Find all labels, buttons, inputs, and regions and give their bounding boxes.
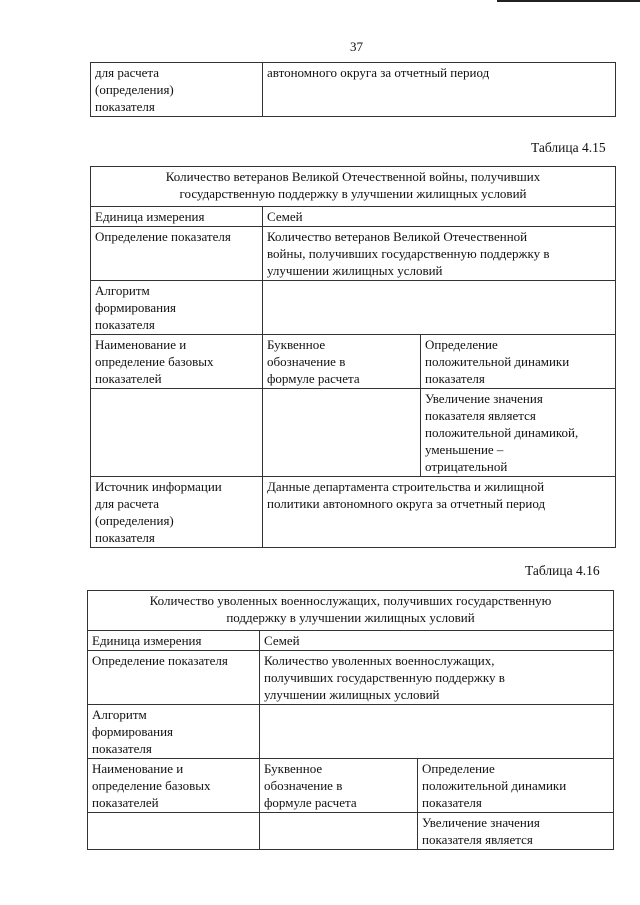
- text-line: политики автономного округа за отчетный период: [267, 496, 546, 511]
- text-line: Алгоритм: [95, 283, 150, 298]
- text-line: показателя: [95, 99, 155, 114]
- algorithm-label: [88, 705, 260, 759]
- text-line: формуле расчета: [267, 371, 360, 386]
- text-line: войны, получивших государственную поддержку в: [267, 246, 550, 261]
- text-line: для расчета: [95, 496, 160, 511]
- table-row: [91, 335, 616, 389]
- text-line: показателей: [92, 795, 159, 810]
- table-caption-4-16: Таблица 4.16: [525, 563, 600, 578]
- table-header: [91, 167, 616, 207]
- text-line: положительной динамики: [425, 354, 570, 369]
- continuation-table: [90, 62, 616, 117]
- letter-label: [263, 335, 421, 389]
- table-row: [91, 207, 616, 227]
- table-row: [91, 63, 616, 117]
- table-row: [88, 631, 614, 651]
- text-line: Количество ветеранов Великой Отечественной: [267, 229, 528, 244]
- text-line: Алгоритм: [92, 707, 147, 722]
- table-row: [88, 705, 614, 759]
- source-value: [263, 477, 616, 548]
- text-line: (определения): [95, 82, 174, 97]
- top-rule: [497, 0, 640, 2]
- text-line: показателя: [425, 371, 485, 386]
- text-line: (определения): [95, 513, 174, 528]
- text-line: формирования: [95, 300, 177, 315]
- text-line: Количество уволенных военнослужащих,: [264, 653, 495, 668]
- table-row: [91, 389, 616, 477]
- table-row: [91, 281, 616, 335]
- dynamics-label: [421, 335, 616, 389]
- table-row: [88, 813, 614, 850]
- text-line: положительной динамики: [422, 778, 567, 793]
- text-line: показателя является: [422, 832, 533, 847]
- table-row: [91, 477, 616, 548]
- text-line: Наименование и: [92, 761, 184, 776]
- base-label: [88, 759, 260, 813]
- text-line: Источник информации: [95, 479, 222, 494]
- text-line: показателя является: [425, 408, 536, 423]
- unit-label: Единица измерения: [88, 631, 260, 651]
- text-line: улучшении жилищных условий: [264, 687, 440, 702]
- text-line: для расчета: [95, 65, 160, 80]
- text-line: Буквенное: [267, 337, 326, 352]
- text-line: формуле расчета: [264, 795, 357, 810]
- table-row: [88, 651, 614, 705]
- text-line: показателя: [95, 317, 155, 332]
- text-line: показателя: [92, 741, 152, 756]
- unit-value: Семей: [260, 631, 614, 651]
- algorithm-value: [260, 705, 614, 759]
- text-line: показателей: [95, 371, 162, 386]
- table-row: [91, 167, 616, 207]
- definition-value: [263, 227, 616, 281]
- table-row: [88, 759, 614, 813]
- text-line: положительной динамикой,: [425, 425, 579, 440]
- text-line: улучшении жилищных условий: [267, 263, 443, 278]
- text-line: отрицательной: [425, 459, 508, 474]
- text-line: обозначение в: [264, 778, 343, 793]
- algorithm-value: [263, 281, 616, 335]
- text-line: определение базовых: [92, 778, 211, 793]
- page-number: 37: [350, 39, 363, 54]
- letter-value: [263, 389, 421, 477]
- text-line: Данные департамента строительства и жилищной: [267, 479, 545, 494]
- text-line: Буквенное: [264, 761, 323, 776]
- dynamics-label: [418, 759, 614, 813]
- definition-label: Определение показателя: [91, 227, 263, 281]
- table-4-15: [90, 166, 616, 548]
- text-line: автономного округа за отчетный период: [267, 65, 490, 80]
- base-value: [91, 389, 263, 477]
- text-line: Определение: [425, 337, 498, 352]
- definition-label: Определение показателя: [88, 651, 260, 705]
- text-line: поддержку в улучшении жилищных условий: [226, 610, 475, 625]
- text-line: обозначение в: [267, 354, 346, 369]
- text-line: уменьшение –: [425, 442, 504, 457]
- text-line: Определение: [422, 761, 495, 776]
- dynamics-value: [418, 813, 614, 850]
- letter-value: [260, 813, 418, 850]
- table-caption-4-15: Таблица 4.15: [531, 140, 606, 155]
- text-line: Количество уволенных военнослужащих, получивших государственную: [149, 593, 552, 608]
- text-line: показателя: [422, 795, 482, 810]
- source-label: [91, 477, 263, 548]
- letter-label: [260, 759, 418, 813]
- text-line: определение базовых: [95, 354, 214, 369]
- source-value-cell: [263, 63, 616, 117]
- text-line: формирования: [92, 724, 174, 739]
- text-line: Наименование и: [95, 337, 187, 352]
- text-line: государственную поддержку в улучшении жилищных условий: [179, 186, 527, 201]
- base-label: [91, 335, 263, 389]
- dynamics-value: [421, 389, 616, 477]
- table-row: [91, 227, 616, 281]
- table-4-16: [87, 590, 614, 850]
- table-row: [88, 591, 614, 631]
- unit-value: Семей: [263, 207, 616, 227]
- base-value: [88, 813, 260, 850]
- source-label-cell: [91, 63, 263, 117]
- text-line: показателя: [95, 530, 155, 545]
- text-line: Увеличение значения: [425, 391, 543, 406]
- text-line: Количество ветеранов Великой Отечественной войны, получивших: [165, 169, 541, 184]
- unit-label: Единица измерения: [91, 207, 263, 227]
- definition-value: [260, 651, 614, 705]
- table-header: [88, 591, 614, 631]
- algorithm-label: [91, 281, 263, 335]
- text-line: получивших государственную поддержку в: [264, 670, 505, 685]
- text-line: Увеличение значения: [422, 815, 540, 830]
